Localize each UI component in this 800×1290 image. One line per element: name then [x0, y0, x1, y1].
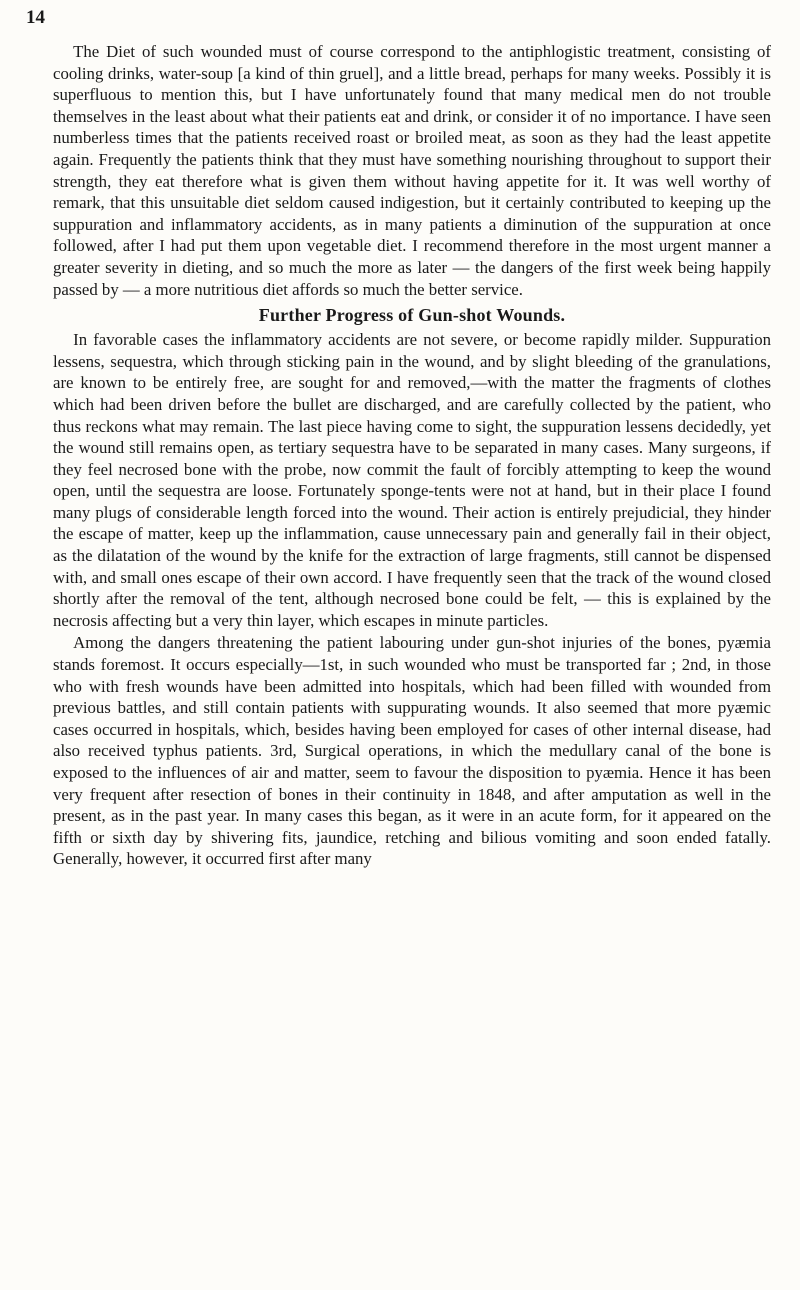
- paragraph-pyaemia: Among the dangers threatening the patient labouring under gun-shot injuries of the bones, pyæmia stands foremost. It occurs especially—1st, in such wounded who must be transported far ; 2nd, in those who with fresh wounds have been admitted into hospitals, which had been filled with wounded from previous battles, and still contain patients with suppurating wounds. It also seemed that more pyæmic cases occurred in hospitals, which, besides having been employed for cases of other internal disease, had also received typhus patients. 3rd, Surgical operations, in which the medullary canal of the bone is exposed to the influences of air and matter, seem to favour the disposition to pyæmia. Hence it has been very frequent after resection of bones in their continuity in 1848, and after amputation as well in the present, as in the past year. In many cases this began, as it were in an acute form, for it appeared on the fifth or sixth day by shivering fits, jaundice, retching and bilious vomiting and soon ended fatally. Generally, however, it occurred first after many: [53, 633, 771, 869]
- section-heading: Further Progress of Gun-shot Wounds.: [258, 305, 566, 326]
- body-text: [53, 41, 771, 870]
- paragraph-progress: In favorable cases the inflammatory accidents are not severe, or become rapidly milder. Suppuration lessens, sequestra, which through sticking pain in the wound, and by slight bleeding of the granulations, are known to be entirely free, are sought for and removed,—with the matter the fragments of clothes which had been driven before the bullet are discharged, and are carefully collected by the patient, who thus reckons what may remain. The last piece having come to sight, the suppuration lessens decidedly, yet the wound still remains open, as tertiary sequestra have to be separated in many cases. Many surgeons, if they feel necrosed bone with the probe, now commit the fault of forcibly attempting to keep the wound open, until the sequestra are loose. Fortunately sponge-tents were not at hand, but in their place I found many plugs of considerable length forced into the wound. Their action is entirely prejudicial, they hinder the escape of matter, keep up the inflammation, cause unnecessary pain and generally fail in their object, as the dilatation of the wound by the knife for the extraction of large fragments, still cannot be dispensed with, and small ones escape of their own accord. I have frequently seen that the track of the wound closed shortly after the removal of the tent, although necrosed bone could be felt, — this is explained by the necrosis affecting but a very thin layer, which escapes in minute particles.: [53, 330, 771, 630]
- paragraph-diet: The Diet of such wounded must of course correspond to the antiphlogistic treatment, consisting of cooling drinks, water-soup [a kind of thin gruel], and a little bread, perhaps for many weeks. Possibly it is superfluous to mention this, but I have unfortunately found that many medical men do not trouble themselves in the least about what their patients eat and drink, or consider it of no importance. I have seen numberless times that the patients received roast or broiled meat, as soon as they had the least appetite again. Frequently the patients think that they must have something nourishing throughout to support their strength, they eat therefore what is given them without having appetite for it. It was well worthy of remark, that this unsuitable diet seldom caused indigestion, but it certainly contributed to keeping up the suppuration and inflammatory accidents, as in many patients a diminution of the suppuration at once followed, after I had put them upon vegetable diet. I recommend therefore in the most urgent manner a greater severity in dieting, and so much the more as later — the dangers of the first week being happily passed by — a more nutritious diet affords so much the better service.: [53, 42, 771, 299]
- page-number: 14: [26, 7, 45, 28]
